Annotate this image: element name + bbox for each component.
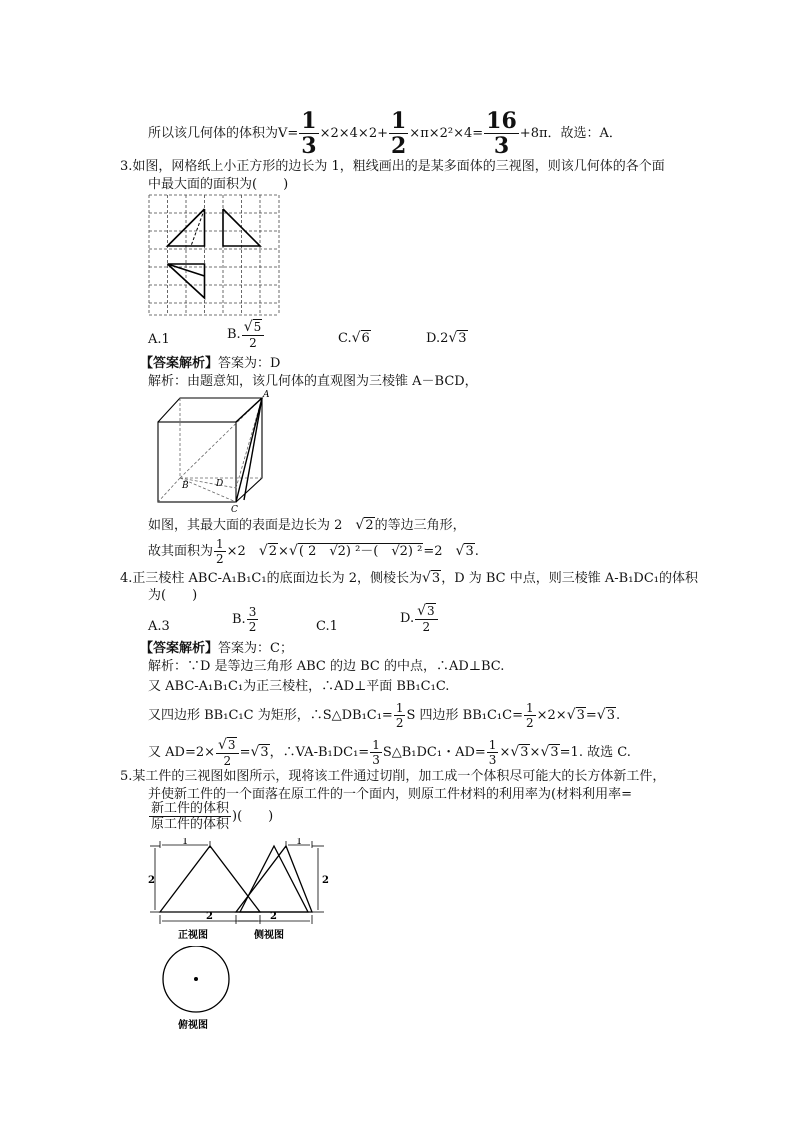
q3-analysis: 解析：由题意知，该几何体的直观图为三棱锥 A－BCD， xyxy=(148,374,478,389)
q3-answer xyxy=(140,355,280,373)
front-top-dim: 1 xyxy=(182,838,189,847)
q4-option-b: B. $\frac{3}{2}$ xyxy=(232,605,257,634)
top-view-label: 俯视图 xyxy=(178,1020,208,1031)
q4-answer: 【答案解析】答案为：C； xyxy=(140,641,293,656)
top-view-center-dot xyxy=(194,977,198,981)
q3-stem-line1: 3.如图，网格纸上小正方形的边长为 1，粗线画出的是某多面体的三视图，则该几何体的各个面 xyxy=(120,159,665,174)
fraction-sixteen-thirds: $\frac{16}{3}$ xyxy=(486,108,517,159)
q3-option-c: C.√6 xyxy=(338,330,370,346)
grid-lines xyxy=(149,195,279,315)
q3-area-line: 故其面积为 $\frac{1}{2}$ ×2 √2×√( 2 √2) ²－( √2) ²=2 √3. xyxy=(148,537,479,566)
q3-answer-tag: 【答案解析】 xyxy=(140,356,219,371)
q5-stem-line3: $\frac{\text{新工件的体积}}{\text{原工件的体积}}$ )( ) xyxy=(151,801,274,832)
cube-pyramid-figure xyxy=(150,388,280,514)
volume-mid1: ×2×4×2+ xyxy=(319,126,388,141)
front-base-dim: 2 xyxy=(206,911,213,922)
volume-mid2: ×π×2²×4= xyxy=(409,126,484,141)
vertex-label-a: A xyxy=(263,390,270,400)
q4-step2: 又 ABC-A₁B₁C₁为正三棱柱，∴AD⊥平面 BB₁C₁C. xyxy=(148,679,450,694)
side-view-figure xyxy=(232,838,332,944)
fraction-one-third: $\frac{1}{3}$ xyxy=(301,108,317,159)
volume-tail: +8π．故选：A． xyxy=(519,126,622,141)
pyramid-solid-edges xyxy=(236,398,262,502)
q4-stem-line2: 为( ) xyxy=(148,588,198,603)
vertex-label-b: B xyxy=(182,481,189,491)
top-view-figure xyxy=(158,946,238,1034)
front-height-dim: 2 xyxy=(148,875,155,886)
q3-stem-line2: 中最大面的面积为( ) xyxy=(148,177,289,192)
vertex-label-d: D xyxy=(216,479,224,489)
q4-step1: 解析：∵D 是等边三角形 ABC 的边 BC 的中点，∴AD⊥BC. xyxy=(148,659,505,674)
q3-face-line: 如图，其最大面的表面是边长为 2 √2的等边三角形， xyxy=(148,517,466,533)
side-height-dim: 2 xyxy=(322,875,329,886)
fraction-one-half: $\frac{1}{2}$ xyxy=(390,108,407,159)
q3-option-b-frac: $\frac{√5}{2}$ xyxy=(242,320,265,349)
vertex-label-c: C xyxy=(231,505,238,514)
side-base-dim: 2 xyxy=(270,911,277,922)
volume-lead: 所以该几何体的体积为V= xyxy=(148,126,299,141)
q5-stem-line2: 并使新工件的一个面落在原工件的一个面内，则原工件材料的利用率为(材料利用率= xyxy=(148,787,632,802)
volume-conclusion xyxy=(148,110,622,157)
q4-stem-line1: 4.正三棱柱 ABC-A₁B₁C₁的底面边长为 2，侧棱长为√3，D 为 BC 中点，则三棱锥 A-B₁DC₁的体积 xyxy=(120,570,699,586)
side-view-triangle xyxy=(236,846,312,912)
material-ratio-fraction: $\frac{\text{新工件的体积}}{\text{原工件的体积}}$ xyxy=(151,801,230,832)
q4-step4: 又 AD=2× $\frac{√3}{2}$ =√3，∴VA-B₁DC₁= $\frac{1}{3}$ S△B₁DC₁・AD= $\frac{1}{3}$ ×√3×√3=1. 故选 C. xyxy=(148,737,631,768)
front-view-label: 正视图 xyxy=(178,930,208,941)
q4-option-a: A.3 xyxy=(148,619,170,634)
side-top-dim: 1 xyxy=(296,838,303,847)
q5-stem-line1: 5.某工件的三视图如图所示，现将该工件通过切削，加工成一个体积尽可能大的长方体新工件， xyxy=(120,769,666,784)
q4-option-d: D. $\frac{√3}{2}$ xyxy=(400,604,439,633)
q4-step3: 又四边形 BB₁C₁C 为矩形，∴S△DB₁C₁= $\frac{1}{2}$ S 四边形 BB₁C₁C= $\frac{1}{2}$ ×2×√3=√3. xyxy=(148,701,621,730)
three-view-grid-figure xyxy=(146,192,282,318)
q3-option-b: B. $\frac{√5}{2}$ xyxy=(227,320,265,349)
q3-answer-text: 答案为：D xyxy=(218,356,281,371)
q3-option-a: A.1 xyxy=(148,332,170,347)
q4-option-c: C.1 xyxy=(316,619,338,634)
side-view-label: 侧视图 xyxy=(254,930,284,941)
q3-option-d: D.2√3 xyxy=(426,330,467,346)
